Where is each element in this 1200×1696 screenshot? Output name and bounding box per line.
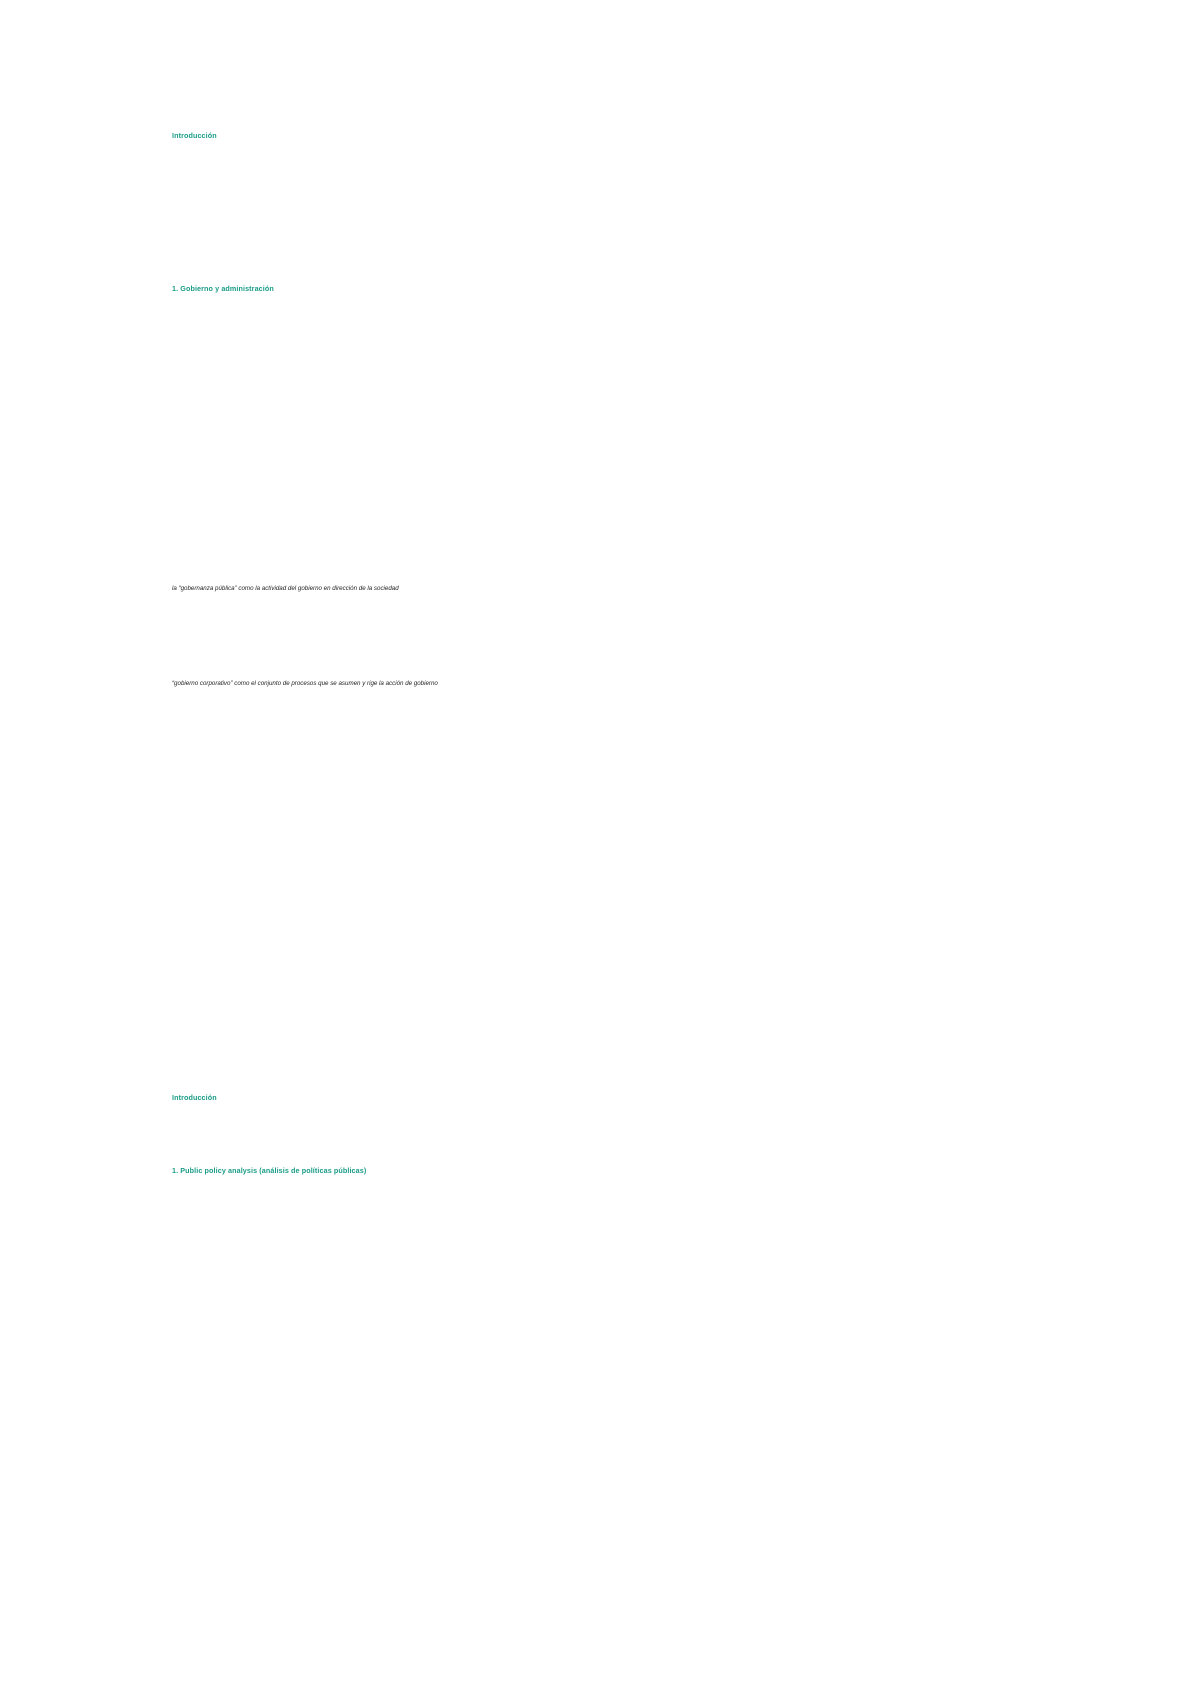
paragraph-block-22	[172, 941, 1035, 950]
paragraph	[172, 1342, 1035, 1351]
paragraph	[172, 754, 1035, 763]
paragraph-block-25	[172, 1036, 1035, 1045]
paragraph-block-32	[172, 1376, 1035, 1385]
paragraph	[172, 734, 1035, 743]
paragraph-block-7	[172, 386, 1035, 395]
paragraph	[172, 1036, 1035, 1045]
paragraph-block-24	[172, 1010, 1035, 1019]
paragraph-block-34	[172, 1432, 1035, 1441]
paragraph	[172, 1271, 1035, 1280]
paragraph	[172, 627, 1035, 636]
paragraph-block-4	[172, 254, 1035, 263]
paragraph-block-14	[172, 653, 1035, 662]
paragraph-block-9	[172, 444, 1035, 453]
paragraph-block-2	[172, 201, 1035, 210]
paragraph-block-11	[172, 513, 1035, 522]
paragraph-block-5	[172, 328, 1035, 337]
paragraph	[172, 941, 1035, 950]
paragraph	[172, 1010, 1035, 1019]
paragraph-block-17	[172, 754, 1035, 763]
paragraph-block-28	[172, 1210, 1035, 1219]
paragraph-block-29	[172, 1271, 1035, 1280]
paragraph	[172, 594, 1035, 603]
paragraph	[172, 1432, 1035, 1441]
paragraph-block-26	[172, 1064, 1035, 1073]
paragraph	[172, 1064, 1035, 1073]
paragraph	[172, 175, 1035, 184]
paragraph	[172, 975, 1035, 984]
paragraph-block-23	[172, 975, 1035, 984]
quote-block-1	[172, 585, 1035, 602]
paragraph-block-20	[172, 863, 1035, 872]
paragraph-block-6	[172, 357, 1035, 366]
paragraph	[172, 1307, 1035, 1316]
heading-section-2: 1. Public policy analysis (análisis de políticas públicas)	[172, 1166, 367, 1175]
paragraph	[172, 201, 1035, 210]
paragraph	[172, 254, 1035, 263]
paragraph	[172, 418, 1035, 427]
paragraph-block-13	[172, 627, 1035, 636]
paragraph-block-8	[172, 418, 1035, 427]
heading-introduction-2: Introducción	[172, 1093, 217, 1102]
paragraph	[172, 513, 1035, 522]
quote: la “gobernanza pública” como la actividad del gobierno en dirección de la sociedad	[172, 585, 399, 592]
paragraph-block-16	[172, 734, 1035, 743]
paragraph	[172, 653, 1035, 662]
paragraph	[172, 689, 1035, 698]
paragraph-block-15	[172, 708, 1035, 717]
paragraph-block-1	[172, 175, 1035, 184]
paragraph-block-30	[172, 1307, 1035, 1316]
paragraph-block-33	[172, 1404, 1035, 1413]
paragraph	[172, 1376, 1035, 1385]
quote: “gobierno corporativo” como el conjunto de procesos que se asumen y rige la acción de gobierno	[172, 680, 438, 687]
paragraph-block-18	[172, 786, 1035, 795]
paragraph	[172, 786, 1035, 795]
paragraph-block-21	[172, 915, 1035, 924]
paragraph	[172, 357, 1035, 366]
paragraph-block-12	[172, 563, 1035, 572]
paragraph-block-3	[172, 228, 1035, 237]
paragraph	[172, 1404, 1035, 1413]
paragraph	[172, 1130, 1035, 1139]
heading-introduction-1: Introducción	[172, 131, 217, 140]
paragraph	[172, 228, 1035, 237]
paragraph	[172, 1210, 1035, 1219]
paragraph-block-31	[172, 1342, 1035, 1351]
paragraph	[172, 444, 1035, 453]
paragraph-block-19	[172, 806, 1035, 815]
paragraph	[172, 328, 1035, 337]
paragraph	[172, 708, 1035, 717]
paragraph	[172, 563, 1035, 572]
quote-block-2	[172, 680, 1035, 697]
paragraph	[172, 806, 1035, 815]
heading-section-1: 1. Gobierno y administración	[172, 284, 274, 293]
paragraph	[172, 915, 1035, 924]
paragraph	[172, 863, 1035, 872]
paragraph-block-27	[172, 1130, 1035, 1139]
paragraph	[172, 478, 1035, 487]
paragraph	[172, 386, 1035, 395]
paragraph-block-10	[172, 478, 1035, 487]
